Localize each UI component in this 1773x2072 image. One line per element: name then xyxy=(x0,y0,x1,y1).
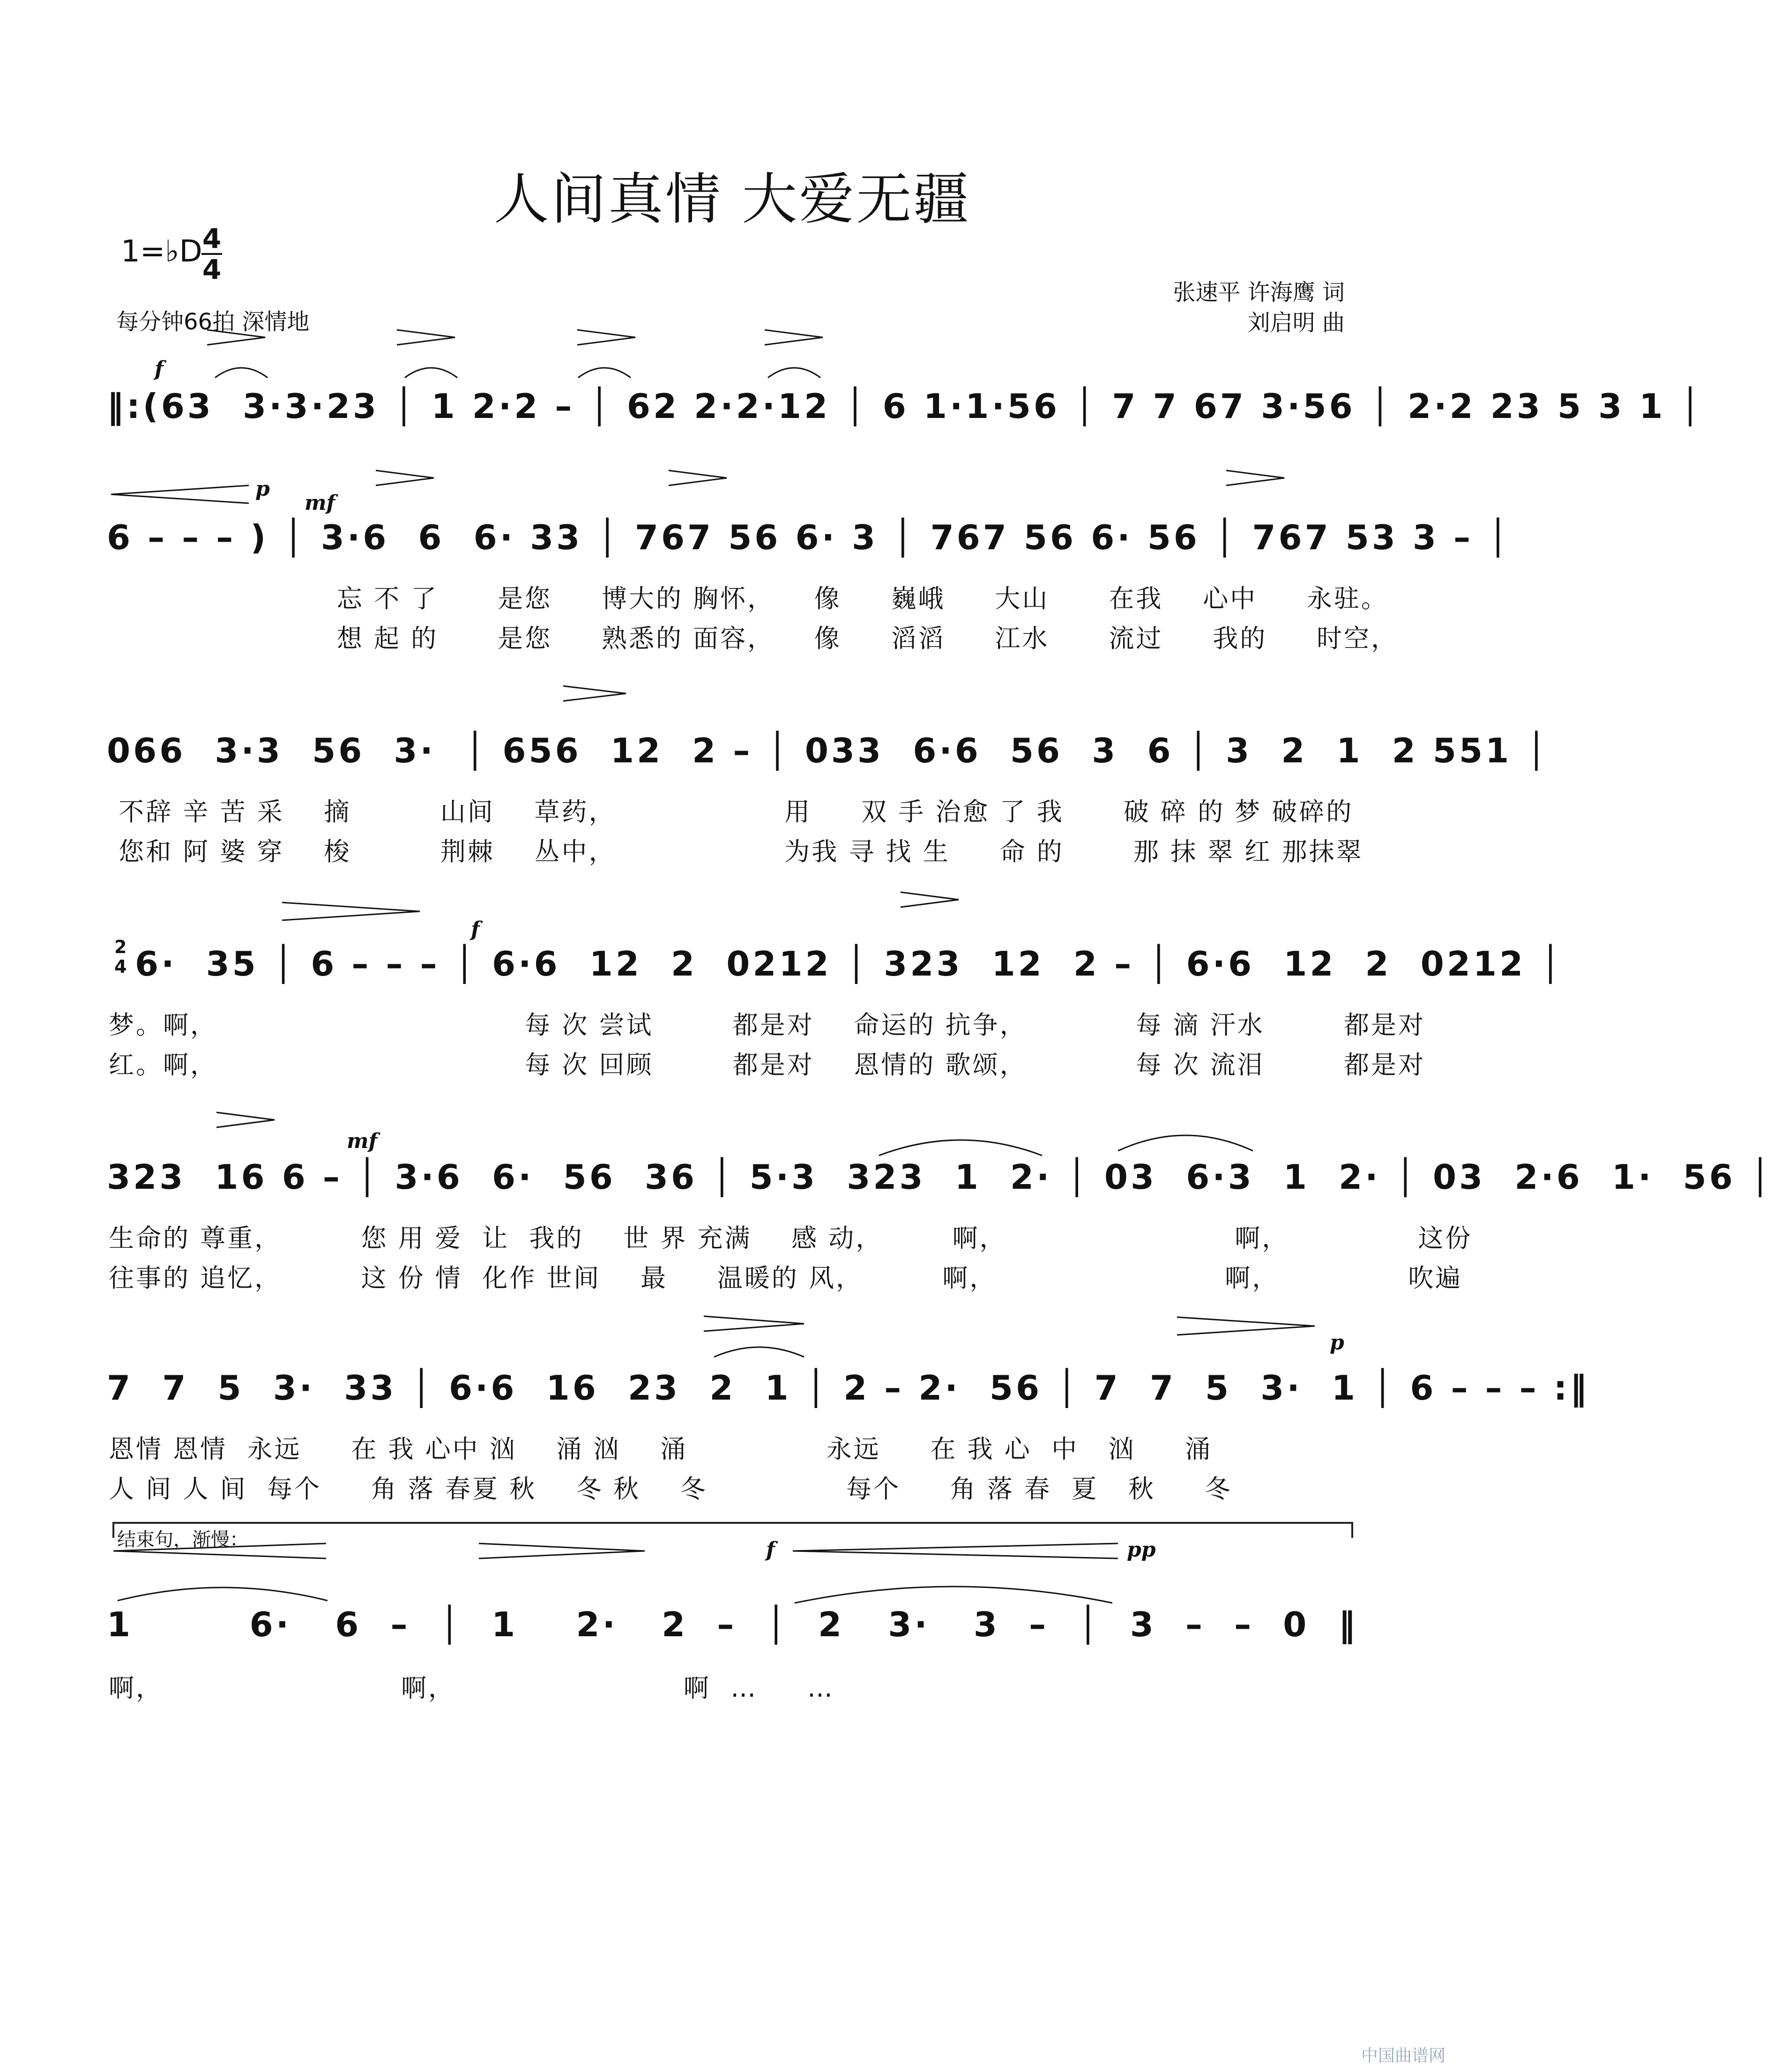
slur xyxy=(213,361,269,381)
dynamic-mark: f xyxy=(471,917,480,941)
notation-row: 323 16 6 – │ 3·6 6· 56 36 │ 5·3 323 1 2· │ 03 6·3 1 2· │ 03 2·6 1· 56 │ xyxy=(107,1157,1773,1197)
time-change xyxy=(114,937,127,976)
time-signature xyxy=(201,224,222,284)
lyric-line-verse2: 红。啊， 每 次 回顾 都是对 恩情的 歌颂， 每 次 流泪 都是对 xyxy=(109,1050,1426,1080)
notation-row: 7 7 5 3· 33 │ 6·6 16 23 2 1 │ 2 – 2· 56 │ 7 7 5 3· 1 │ 6 – – – :‖ xyxy=(107,1368,1590,1408)
dynamic-mark: f xyxy=(155,357,164,381)
lyric-line-verse1: 忘 不 了 是您 博大的 胸怀， 像 巍峨 大山 在我 心中 永驻。 xyxy=(109,584,1388,613)
lyric-line-verse1: 恩情 恩情 永远 在 我 心中 汹 涌 汹 涌 永远 在 我 心 中 汹 涌 xyxy=(109,1434,1213,1464)
notation-row: 066 3·3 56 3· │ 656 12 2 – │ 033 6·6 56 3 6 │ 3 2 1 2 551 │ xyxy=(107,731,1550,770)
notation-row: 1 6· 6 – │ 1 2· 2 – │ 2 3· 3 – │ 3 – – 0 ‖ xyxy=(107,1605,1358,1644)
lyricist-credit: 张速平 许海鹰 词 xyxy=(1173,279,1345,306)
lyric-line-ending: 啊， 啊， 啊 … … xyxy=(109,1673,834,1703)
dynamic-mark: mf xyxy=(305,491,335,515)
slur xyxy=(792,1577,1115,1607)
slur xyxy=(576,361,633,381)
lyric-line-verse2: 人 间 人 间 每个 角 落 春夏 秋 冬 秋 冬 每个 角 落 春 夏 秋 冬 xyxy=(109,1474,1232,1504)
dynamic-mark: p xyxy=(1330,1331,1344,1355)
dynamic-mark: p xyxy=(255,477,270,501)
slur xyxy=(403,361,459,381)
lyric-line-verse2: 往事的 追忆， 这 份 情 化作 世间 最 温暖的 风， 啊， 啊， 吹遍 xyxy=(109,1263,1463,1293)
slur xyxy=(876,1129,1045,1159)
slur xyxy=(766,361,822,381)
slur xyxy=(1115,1125,1256,1155)
key-signature: 1=♭D xyxy=(121,234,202,269)
dynamic-mark: mf xyxy=(347,1129,378,1153)
lyric-line-verse1: 生命的 尊重， 您 用 爱 让 我的 世 界 充满 感 动， 啊， 啊， 这份 xyxy=(109,1223,1473,1253)
notation-row: ‖:(63 3·3·23 │ 1 2·2 – │ 62 2·2·12 │ 6 1·1·56 │ 7 7 67 3·56 │ 2·2 23 5 3 1 │ xyxy=(107,387,1703,426)
dynamic-mark: f xyxy=(766,1538,775,1562)
time-change-bottom: 4 xyxy=(114,956,127,977)
tempo-marking: 每分钟66拍 深情地 xyxy=(116,309,310,335)
dynamic-mark: pp xyxy=(1127,1538,1156,1562)
time-change-top: 2 xyxy=(114,937,127,957)
ending-bracket xyxy=(112,1522,1353,1538)
song-title: 人间真情 大爱无疆 xyxy=(493,167,971,231)
lyric-line-verse2: 想 起 的 是您 熟悉的 面容， 像 滔滔 江水 流过 我的 时空， xyxy=(109,624,1399,653)
lyric-line-verse1: 不辞 辛 苦 采 摘 山间 草药， 用 双 手 治愈 了 我 破 碎 的 梦 破碎的 xyxy=(109,797,1354,827)
slur xyxy=(712,1340,806,1361)
time-signature-top: 4 xyxy=(202,223,222,254)
slur xyxy=(115,1579,330,1604)
time-signature-bottom: 4 xyxy=(202,253,222,285)
ending-label: 结束句，渐慢： xyxy=(117,1529,248,1550)
notation-row: 6 – – – ) │ 3·6 6 6· 33 │ 767 56 6· 3 │ 767 56 6· 56 │ 767 53 3 – │ xyxy=(107,518,1511,557)
lyric-line-verse2: 您和 阿 婆 穿 梭 荆棘 丛中， 为我 寻 找 生 命 的 那 抹 翠 红 那抹翠 xyxy=(109,837,1363,866)
watermark-logo: 中国曲谱网 xyxy=(1361,2046,1445,2065)
lyric-line-verse1: 梦。啊， 每 次 尝试 都是对 命运的 抗争， 每 滴 汗水 都是对 xyxy=(109,1010,1426,1040)
composer-credit: 刘启明 曲 xyxy=(1247,310,1345,336)
notation-row: 6· 35 │ 6 – – – │ 6·6 12 2 0212 │ 323 12 2 – │ 6·6 12 2 0212 │ xyxy=(135,944,1564,984)
